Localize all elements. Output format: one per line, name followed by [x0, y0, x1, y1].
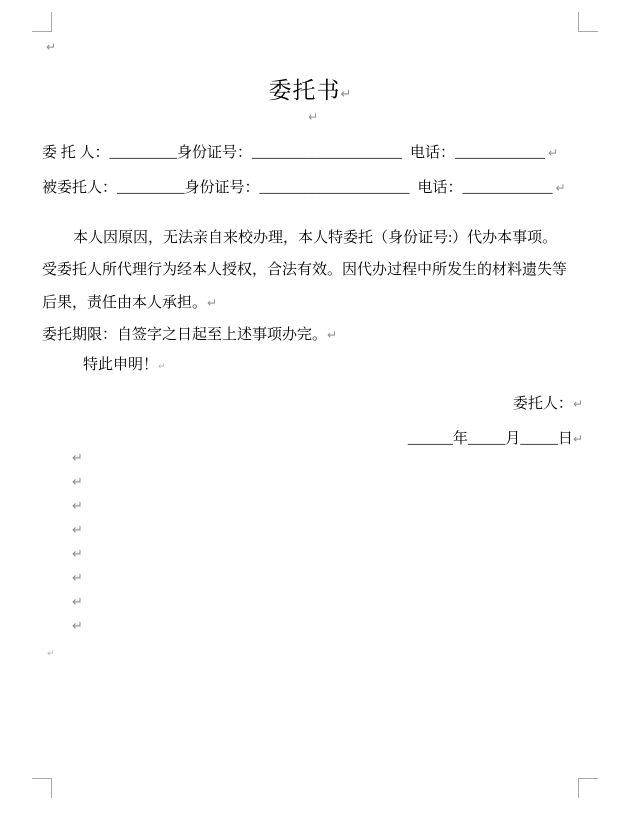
form-line-agent — [42, 176, 566, 197]
agent-label: 被委托人： — [42, 180, 118, 196]
paragraph-mark-icon: ↵ — [555, 181, 566, 195]
paragraph-mark-icon: ↵ — [72, 595, 83, 610]
phone-blank: ____________ — [462, 180, 553, 196]
margin-corner-mark-top-right — [578, 12, 598, 32]
paragraph-mark-icon: ↵ — [46, 40, 57, 54]
paragraph-mark-icon: ↵ — [72, 475, 83, 490]
empty-paragraph-line — [0, 108, 626, 126]
paragraph-mark-icon: ↵ — [207, 296, 218, 310]
declaration-line — [83, 353, 166, 374]
paragraph-mark-icon: ↵ — [548, 146, 559, 160]
paragraph-mark-icon: ↵ — [307, 110, 319, 124]
phone-blank: ____________ — [455, 145, 546, 161]
paragraph-mark-icon: ↵ — [158, 362, 166, 372]
agent-name-blank: _________ — [117, 180, 185, 196]
paragraph-mark-icon: ↵ — [572, 397, 583, 411]
paragraph-mark-icon: ↵ — [47, 649, 55, 659]
term-line — [42, 323, 337, 344]
paragraph-mark-icon: ↵ — [72, 547, 83, 562]
signer-label: 委托人： — [512, 396, 573, 412]
date-line — [408, 427, 583, 448]
margin-corner-mark-bottom-left — [32, 778, 52, 798]
id-number-blank: ____________________ — [259, 180, 410, 196]
principal-label: 委 托 人： — [42, 145, 110, 161]
body-text: 后果，责任由本人承担。 — [42, 295, 208, 311]
date-blanks: ______年_____月_____日 — [407, 431, 573, 447]
paragraph-mark-icon: ↵ — [72, 619, 83, 634]
margin-corner-mark-top-left — [32, 12, 52, 32]
phone-label: 电话： — [410, 145, 456, 161]
signature-line — [513, 392, 583, 413]
page-title: 委托书 — [268, 78, 341, 103]
id-number-label: 身份证号： — [177, 145, 253, 161]
id-number-blank: ____________________ — [252, 145, 403, 161]
declaration-text: 特此申明！ — [83, 357, 159, 373]
body-text-line: 受委托人所代理行为经本人授权，合法有效。因代办过程中所发生的材料遗失等 — [42, 262, 568, 278]
phone-label: 电话： — [417, 180, 463, 196]
id-number-label: 身份证号： — [184, 180, 260, 196]
paragraph-mark-icon: ↵ — [72, 571, 83, 586]
empty-paragraph-marks — [72, 447, 83, 639]
body-text-line — [42, 291, 217, 312]
paragraph-mark-icon: ↵ — [340, 87, 352, 102]
margin-corner-mark-bottom-right — [578, 778, 598, 798]
paragraph-mark-icon: ↵ — [72, 499, 83, 514]
paragraph-mark-icon: ↵ — [72, 523, 83, 538]
form-line-principal — [42, 141, 558, 162]
paragraph-mark-icon: ↵ — [327, 328, 338, 342]
paragraph-mark-icon: ↵ — [72, 451, 83, 466]
body-text-line: 本人因原因，无法亲自来校办理，本人特委托（身份证号:）代办本事项。 — [73, 230, 558, 246]
document-title-line — [0, 72, 620, 105]
term-text: 委托期限：自签字之日起至上述事项办完。 — [42, 327, 328, 343]
principal-name-blank: _________ — [109, 145, 178, 161]
paragraph-mark-icon: ↵ — [572, 432, 583, 446]
